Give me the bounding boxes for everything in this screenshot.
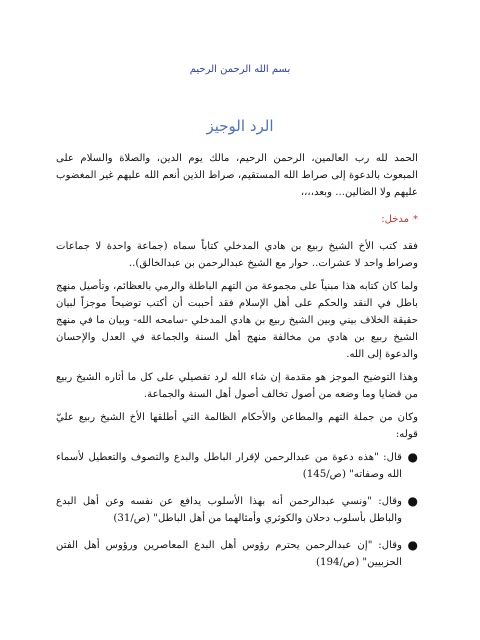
list-item — [56, 493, 418, 527]
list-item — [56, 449, 418, 483]
document-body — [56, 150, 418, 581]
basmala: بسم الله الرحمن الرحيم — [189, 64, 291, 75]
quotes-list — [56, 449, 418, 571]
paragraph-3: وهذا التوضيح الموجز هو مقدمة إن شاء الله لرد تفصيلي على كل ما أثاره الشيخ ربيع من قضايا وما وضعه من أصول تخالف أصول أهل السنة والجماعة. — [56, 372, 418, 400]
quote-text: وقال: "ونسي عبدالرحمن أنه بهذا الأسلوب يدافع عن نفسه وعن أهل البدع والباطل بأسلوب دحلان والكوثري وأمثالهما من أهل الباطل" (ص/31) — [56, 496, 402, 524]
page-title: الرد الوجيز — [206, 117, 274, 135]
quote-text: قال: "هذه دعوة من عبدالرحمن لإقرار الباطل والبدع والتصوف والتعطيل لأسماء الله وصفاته" (ص/145) — [56, 452, 402, 480]
bullet-icon: ● — [407, 494, 418, 508]
section-marker: * — [413, 214, 418, 225]
paragraph-1: فقد كتب الأخ الشيخ ربيع بن هادي المدخلي كتاباً سماه (جماعة واحدة لا جماعات وصراط واحد لا عشرات.. حوار مع الشيخ عبدالرحمن بن عبدالخالق).. — [56, 241, 418, 269]
paragraph-2: ولما كان كتابه هذا مبنياً على مجموعة من التهم الباطلة والرمي بالعظائم، وتأصيل منهج باطل في النقد والحكم على أهل الإسلام فقد أحببت أن أكتب توضيحاً موجزاً لبيان حقيقة الخلاف بيني وبين الشيخ ربيع بن هادي المدخلي -سامحه الله- وبيان ما في منهج الشيخ ربيع بن هادي من مخالفة منهج أهل السنة والجماعة في العدل والإحسان والدعوة إلى الله. — [56, 281, 418, 360]
list-item — [56, 537, 418, 571]
bullet-icon: ● — [407, 450, 418, 464]
quote-text: وقال: "إن عبدالرحمن يحترم رؤوس أهل البدع المعاصرين ورؤوس أهل الفتن الحزبيين" (ص/194) — [56, 540, 402, 568]
paragraph-4: وكان من جملة التهم والمطاعن والأحكام الظالمة التي أطلقها الأخ الشيخ ربيع عليّ قوله: — [56, 412, 418, 440]
intro-paragraph: الحمد لله رب العالمين، الرحمن الرحيم، مالك يوم الدين، والصلاة والسلام على المبعوث بالدعوة إلى صراط الله المستقيم، صراط الذين أنعم الله عليهم غير المغضوب عليهم ولا الضالين... وبعد،،،، — [56, 153, 418, 198]
section-heading-label: مدخل: — [381, 214, 409, 225]
section-heading — [56, 211, 418, 228]
bullet-icon: ● — [407, 538, 418, 552]
